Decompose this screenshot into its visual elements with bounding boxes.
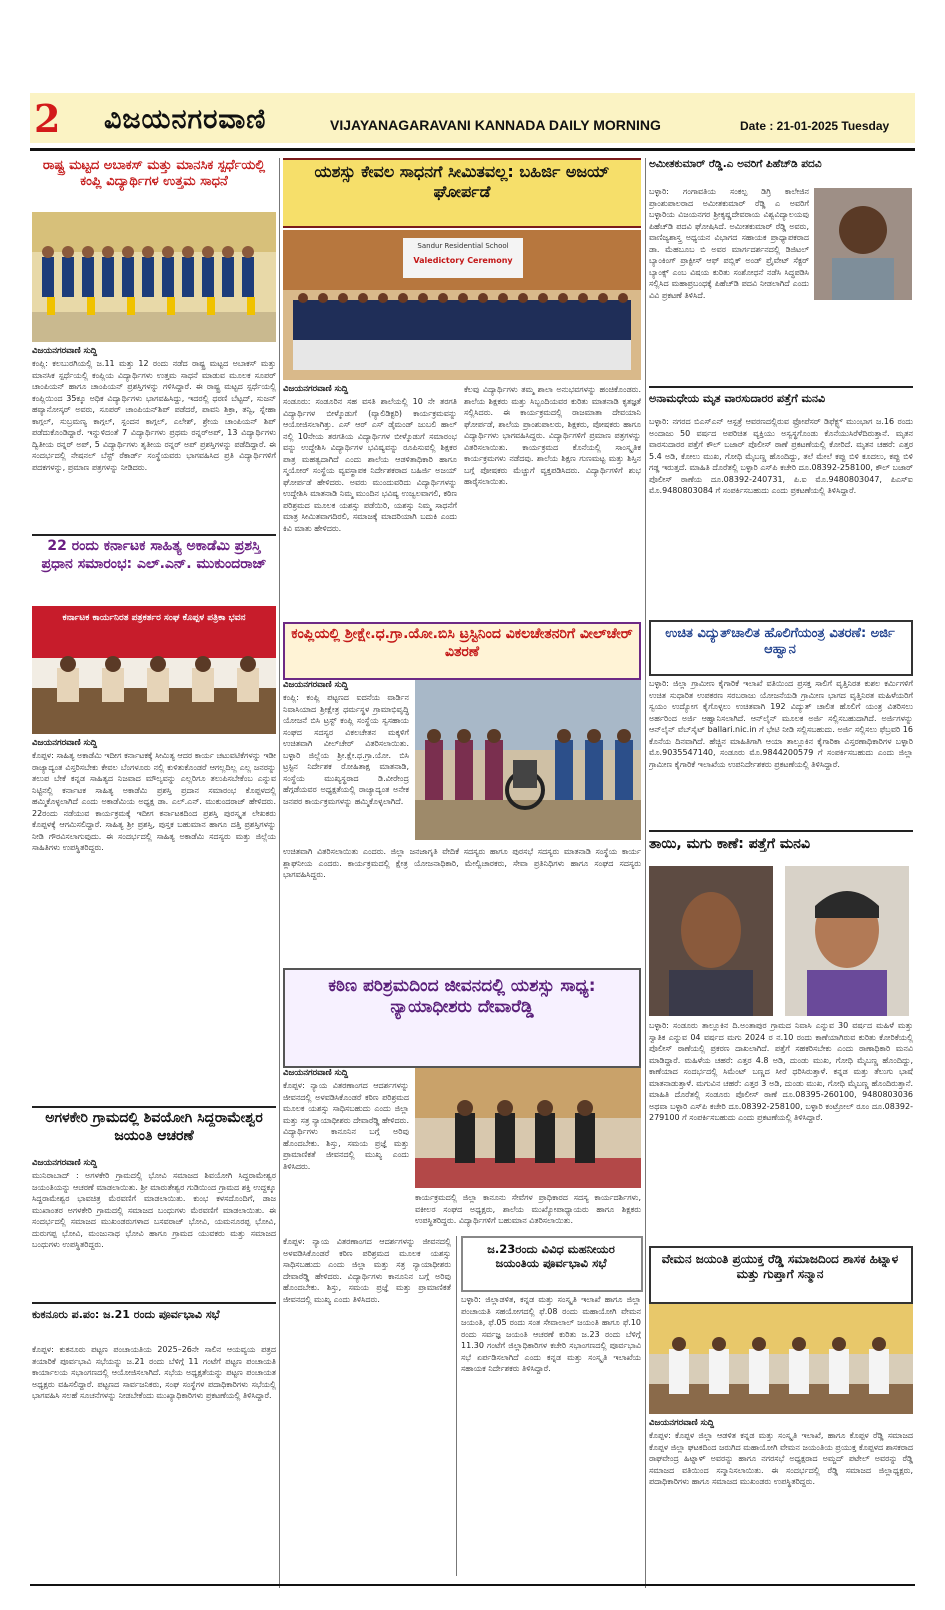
photo-vemana-felicitation [649, 1304, 913, 1414]
article-separator [32, 534, 276, 536]
photo-abacus-students [32, 212, 276, 342]
article-body-akademi: ಕೊಪ್ಪಳ: ಸಾಹಿತ್ಯ ಅಕಾಡೆಮಿ ಇದೀಗ ಕರ್ನಾಟಕಕ್ಕೆ ಸೀಮಿತ್ಯ ಆದರ ಕಾರ್ಯ ಚಟುವಟಿಕೆಗಳನ್ನು ಇಡೀ ರಾಜ್ಯಾದ್ಯಂತ ವಿಸ್ತರಿಸಬೇಕು ಕೇವಲ ಬೆಂಗಳೂರು ನಲ್ಲಿ ಕುಳಿತುಕೊಂಡರೆ ಆಗಲ್ಲದಿಲ್ಲ ಎಲ್ಲ ಜನರನ್ನು ತಲುಪ ಬೇಕೆ ಕನ್ನಡ ಸಾಹಿತ್ಯದ ನಿಜವಾದ ಮೌಲ್ಯವನ್ನು ಎಲ್ಲರಿಗೂ ತಲುಪಿಸಬೇಕೆಂಬ ಎನ್ನುವ ನಿಟ್ಟಿನಲ್ಲಿ ಕರ್ನಾಟಕ ಸಾಹಿತ್ಯ ಅಕಾಡೆಮಿ ಪ್ರಶಸ್ತಿ ಪ್ರದಾನ ಸಮಾರಂಭ ಕೊಪ್ಪಳದಲ್ಲಿ ಹಮ್ಮಿಕೊಳ್ಳಲಾಗಿದೆ ಎಂದು ಅಕಾಡೆಮಿಯ ಅಧ್ಯಕ್ಷ ಡಾ. ಎಲ್.ಎನ್. ಮುಕುಂದರಾಜ್ ಹೇಳಿದರು. 22ರಂದು ನಡೆಯುವ ಕಾರ್ಯಕ್ರಮಕ್ಕೆ ಇದೀಗ ಕರ್ನಾಟಕದಿಂದ ಪ್ರಶಸ್ತಿ ಪುರಸ್ಕೃತ ಲೇಖಕರು ಕೊಪ್ಪಳಕ್ಕೆ ಆಗಮಿಸಲಿದ್ದಾರೆ. ಸಾಹಿತ್ಯ ಶ್ರೀ ಪ್ರಶಸ್ತಿ, ಪುಸ್ತಕ ಬಹುಮಾನ ಹಾಗೂ ದತ್ತಿ ಪ್ರಶಸ್ತಿಗಳನ್ನು ನೀಡಿ ಗೌರವಿಸಲಾಗುವುದು. ಈ ಸಂದರ್ಭದಲ್ಲಿ ಸಾಹಿತ್ಯ ಅಕಾಡೆಮಿ ಸದಸ್ಯರು ಮತ್ತು ಜಿಲ್ಲೆಯ ಸಾಹಿತಿಗಳು ಉಪಸ್ಥಿತರಿದ್ದರು. [32, 751, 276, 852]
masthead-title-english: VIJAYANAGARAVANI KANNADA DAILY MORNING [330, 117, 661, 133]
photo-missing-woman [649, 866, 773, 1016]
article-separator [32, 1302, 276, 1304]
article-body-tricycle: ಬಳ್ಳಾರಿ: ಜಿಲ್ಲಾ ಗ್ರಾಮೀಣ ಕೈಗಾರಿಕೆ ಇಲಾಖೆ ವತಿಯಿಂದ ಪ್ರಸಕ್ತ ಸಾಲಿಗೆ ವೃತ್ತಿನಿರತ ಕುಶಲ ಕರ್ಮಿಗಳಿಗೆ ಉಚಿತ ಸುಧಾರಿತ ಉಪಕರಣ ಸರಬರಾಜು ಯೋಜನೆಯಡಿ ಗ್ರಾಮೀಣ ಭಾಗದ ವೃತ್ತಿನಿರತ ಮಹಿಳೆಯರಿಗೆ ಸ್ವಯಂ ಉದ್ಯೋಗ ಕೈಗೊಳ್ಳಲು ಉಚಿತವಾಗಿ 192 ವಿದ್ಯುತ್ ಚಾಲಿತ ಹೊಲಿಗೆ ಯಂತ್ರ ವಿತರಿಸಲು ಅರ್ಹರಿಂದ ಅರ್ಜಿ ಆಹ್ವಾನಿಸಲಾಗಿದೆ. ಆನ್‌ಲೈನ್ ಮೂಲಕ ಅರ್ಜಿ ಸಲ್ಲಿಸಬಹುದಾಗಿದೆ. ಅರ್ಜಿಗಳನ್ನು ಆನ್‌ಲೈನ್ ವೆಬ್‌ಸೈಟ್ ballari.nic.in ಗೆ ಭೇಟಿ ನೀಡಿ ಸಲ್ಲಿಸಬಹುದು. ಅರ್ಜಿ ಸಲ್ಲಿಸಲು ಫೆಬ್ರವರಿ 16 ಕೊನೆಯ ದಿನವಾಗಿದೆ. ಹೆಚ್ಚಿನ ಮಾಹಿತಿಗಾಗಿ ಆಯಾ ತಾಲ್ಲೂಕಿನ ಕೈಗಾರಿಕಾ ವಿಸ್ತರಣಾಧಿಕಾರಿಗಳ ಬಳ್ಳಾರಿ ಮೊ.9035547140, ಸಂಡೂರು ಮೊ.9844200579 ಗೆ ಸಂಪರ್ಕಿಸಬಹುದು ಎಂದು ಜಿಲ್ಲಾ ಗ್ರಾಮೀಣ ಕೈಗಾರಿಕೆ ಇಲಾಖೆಯ ಉಪನಿರ್ದೇಶಕರು ಪ್ರಕಟಣೆಯಲ್ಲಿ ತಿಳಿಸಿದ್ದಾರೆ. [649, 679, 913, 769]
article-body-mahaniyara: ಬಳ್ಳಾರಿ: ಜಿಲ್ಲಾಡಳಿತ, ಕನ್ನಡ ಮತ್ತು ಸಂಸ್ಕೃತಿ ಇಲಾಖೆ ಹಾಗೂ ಜಿಲ್ಲಾ ಪಂಚಾಯತಿ ಸಹಯೋಗದಲ್ಲಿ ಫೆ.08 ರಂದು ಮಹಾಯೋಗಿ ವೇಮನ ಜಯಂತಿ, ಫೆ.05 ರಂದು ಸಂತ ಸೇವಾಲಾಲ್ ಜಯಂತಿ ಹಾಗೂ ಫೆ.10 ರಂದು ಸರ್ವಜ್ಞ ಜಯಂತಿ ಆಚರಣೆ ಕುರಿತು ಜ.23 ರಂದು ಬೆಳಿಗ್ಗೆ 11.30 ಗಂಟೆಗೆ ಜಿಲ್ಲಾಧಿಕಾರಿಗಳ ಕಚೇರಿ ಸಭಾಂಗಣದಲ್ಲಿ ಪೂರ್ವಭಾವಿ ಸಭೆ ಏರ್ಪಡಿಸಲಾಗಿದೆ ಎಂದು ಕನ್ನಡ ಮತ್ತು ಸಂಸ್ಕೃತಿ ಇಲಾಖೆಯ ಸಹಾಯಕ ನಿರ್ದೇಶಕರು ತಿಳಿಸಿದ್ದಾರೆ. [461, 1295, 641, 1373]
article-body-anamadheya: ಬಳ್ಳಾರಿ: ನಗರದ ಬಿಎಸ್ಎನ್ ಆಸ್ಪತ್ರೆ ಆವರಣದಲ್ಲಿರುವ ಫ್ರೋಪೆಸರ್ ಡಿಫೆಕ್ಟ್ಸ್ ಮುಂಭಾಗ ಜ.16 ರಂದು ಅಂದಾಜು 50 ವರ್ಷದ ಅಪರಿಚಿತ ವ್ಯಕ್ತಿಯು ಅಸ್ವಸ್ಥಗೊಂಡು ಕೊನೆಯುಸಿರೆಳೆದಿರುತ್ತಾನೆ. ಮೃತನ ವಾರಸುದಾರರ ಪತ್ತೆಗೆ ಕೌಲ್ ಬಜಾರ್ ಪೊಲೀಸ್ ಠಾಣೆ ಪ್ರಕಟಣೆಯಲ್ಲಿ ಕೋರಿದೆ. ಮೃತನ ಚಹರೆ: ಎತ್ತರ 5.4 ಅಡಿ, ಕೋಲು ಮುಖ, ಗೋಧಿ ಮೈಬಣ್ಣ ಹೊಂದಿದ್ದು, ತಲೆ ಮೇಲೆ ಕಪ್ಪು ಬಿಳಿ ಕೂದಲು, ಕಪ್ಪು ಬಿಳಿ ಗಡ್ಡ ಇರುತ್ತದೆ. ಮಾಹಿತಿ ದೊರೆತಲ್ಲಿ ಬಳ್ಳಾರಿ ಎಸ್‌ಪಿ ಕಚೇರಿ ದೂ.08392-258100, ಕೌಲ್ ಬಜಾರ್ ಪೊಲೀಸ್ ಠಾಣೆಯ ದೂ.08392-240731, ಪಿ.ಐ ಮೊ.9480803047, ಪಿಎಸ್‌ಐ ಮೊ.9480803084 ಗೆ ಸಂಪರ್ಕಿಸಬಹುದು ಎಂದು ಪ್ರಕಟಣೆಯಲ್ಲಿ ತಿಳಿಸಿದ್ದಾರೆ. [649, 417, 913, 495]
headline-ghorpade: ಯಶಸ್ಸು ಕೇವಲ ಸಾಧನಗೆ ಸೀಮಿತವಲ್ಲ: ಬಹಿರ್ಜಿ ಅಜಯ್ ಘೋರ್ಪಡೆ [314, 162, 610, 201]
article-body-shivayogi: ಮುನಿರಾಬಾದ್ : ಅಗಳಕೇರಿ ಗ್ರಾಮದಲ್ಲಿ ಭೋವಿ ಸಮಾಜದ ಶಿವಯೋಗಿ ಸಿದ್ದರಾಮೇಶ್ವರ ಜಯಂತಿಯನ್ನು ಆಚರಣೆ ಮಾಡಲಾಯಿತು. ಶ್ರೀ ಮಾರುತೇಶ್ವರ ಗುಡಿಯಿಂದ ಗ್ರಾಮದ ಶಕ್ತಿ ಉದ್ದಕ್ಕೂ ಸಿದ್ದರಾಮೇಶ್ವರ ಭಾವಚಿತ್ರ ಮೆರವಣಿಗೆ ಮಾಡಲಾಯಿತು. ಕುಂಭ ಕಳಸದೊಂದಿಗೆ, ಡಾಜ ಮುಖಾಂತರ ಅಗಳಕೇರಿ ಗ್ರಾಮದಲ್ಲಿ ಸಮಾಜದ ಬಂಧುಗಳು ಮೆರವಣಿಗೆ ಮಾಡಲಾಯಿತು. ಈ ಸಂದರ್ಭದಲ್ಲಿ ಸಮಾಜದ ಮುಖಂಡರುಗಳಾದ ಬಸವರಾಜ್ ಭೋವಿ, ಯಮನೂರಪ್ಪ ಭೋವಿ, ದುರುಗಪ್ಪ ಭೋವಿ, ಮಂಜುನಾಥ ಭೋವಿ ಹಾಗೂ ಗ್ರಾಮದ ಯುವಕರು ಮತ್ತು ಸಮಾಜದ ಬಂಧುಗಳು ಉಪಸ್ಥಿತರಿದ್ದರು. [32, 1171, 276, 1249]
headline-judge: ಕಠಿಣ ಪರಿಶ್ರಮದಿಂದ ಜೀವನದಲ್ಲಿ ಯಶಸ್ಸು ಸಾಧ್ಯ: ನ್ಯಾಯಾಧೀಶರು ದೇವಾರೆಡ್ಡಿ [328, 976, 596, 1018]
article-body-ghorpade-left: ಸಂಡೂರು: ಸಂಡೂರಿನ ಸಹ ವಸತಿ ಶಾಲೆಯಲ್ಲಿ 10 ನೇ ತರಗತಿ ವಿದ್ಯಾರ್ಥಿಗಳ ಬೀಳ್ಕೊಡುಗೆ (ವ್ಯಾಲಿಡಿಕ್ಟರಿ) ಕಾರ್ಯಕ್ರಮವನ್ನು ಆಯೋಜಿಸಲಾಗಿತ್ತು. ಎಸ್ ಆರ್ ಎಸ್ ಡೈಮಂಡ್ ಜುಬಲಿ ಹಾಲ್ ನಲ್ಲಿ 10ನೇಯ ತರಗತಿಯ ವಿದ್ಯಾರ್ಥಿಗಳ ಬೀಳ್ಕೊಡುಗೆ ಸಮಾರಂಭ ವನ್ನು ಉದ್ದೇಶಿಸಿ ವಿದ್ಯಾರ್ಥಿಗಳ ಭವಿಷ್ಯವನ್ನು ರೂಪಿಸುವಲ್ಲಿ ಶಿಕ್ಷಕರ ಪಾತ್ರ ಮಹತ್ವದಾಗಿದೆ ಎಂದು ಶಾಲೆಯ ಆಡಳಿತಾಧಿಕಾರಿ ಹಾಗೂ ಸ್ಮಯೋರ್ ಸಂಸ್ಥೆಯ ವ್ಯವಸ್ಥಾಪಕ ನಿರ್ದೇಶಕರಾದ ಬಹಿರ್ಜಿ ಅಜಯ್ ಘೋರ್ಪಡೆ ಹೇಳಿದರು. ಅವರು ಮುಂದುವರಿದು ವಿದ್ಯಾರ್ಥಿಗಳನ್ನು ಉದ್ದೇಶಿಸಿ ಮಾತನಾಡಿ ನಿಮ್ಮ ಮುಂದಿನ ಭವಿಷ್ಯ ಉಜ್ವಲವಾಗಲಿ, ಕಠಿಣ ಪರಿಶ್ರಮದ ಮೂಲಕ ಯಶಸ್ಸು ಪಡೆಯಿರಿ, ಯಶಸ್ಸು ನಿಮ್ಮ ಸಾಧನೆಗೆ ಮಾತ್ರ ಸೀಮಿತವಾಗದಿರಲಿ, ಸಮಾಜಕ್ಕೆ ಮಾದರಿಯಾಗಿ ಬದುಕಿ ಎಂದು ಕಿವಿ ಮಾತು ಹೇಳಿದರು. [283, 397, 457, 533]
headline-vemana: ವೇಮನ ಜಯಂತಿ ಪ್ರಯುಕ್ತ ರೆಡ್ಡಿ ಸಮಾಜದಿಂದ ಶಾಸಕ ಹಿಟ್ನಾಳ ಮತ್ತು ಗುಪ್ತಾಗೆ ಸನ್ಮಾನ [661, 1252, 899, 1281]
article-body-amithkumar: ಬಳ್ಳಾರಿ: ಗಂಗಾವತಿಯ ಸಂಕಲ್ಪ ಡಿಗ್ರಿ ಕಾಲೇಜಿನ ಪ್ರಾಂಶುಪಾಲರಾದ ಅಮೀತಕುಮಾರ್ ರೆಡ್ಡಿ ಎ ಅವರಿಗೆ ಬಳ್ಳಾರಿಯ ವಿಜಯನಗರ ಶ್ರೀಕೃಷ್ಣದೇವರಾಯ ವಿಶ್ವವಿದ್ಯಾಲಯವು ಪಿಹೆಚ್‌ಡಿ ಪದವಿ ಘೋಷಿಸಿದೆ. ಅಮೀತಕುಮಾರ್ ರೆಡ್ಡಿ ಅವರು, ವಾಣಿಜ್ಯಶಾಸ್ತ್ರ ಅಧ್ಯಯನ ವಿಭಾಗದ ಸಹಾಯಕ ಪ್ರಾಧ್ಯಾಪಕರಾದ ಡಾ. ಮೆಹಬೂಬ ಬಿ ಅವರ ಮಾರ್ಗದರ್ಶನದಲ್ಲಿ ಡಿಜಿಟಲ್ ಬ್ಯಾಂಕಿಂಗ್ ಪ್ರಾಕ್ಟೀಸ್ ಆಫ್ ಪಬ್ಲಿಕ್ ಅಂಡ್ ಪ್ರೈವೇಟ್ ಸೆಕ್ಟರ್ ಬ್ಯಾಂಕ್ಸ್ ಎಂಬ ವಿಷಯ ಕುರಿತು ಸಂಶೋಧನೆ ನಡೆಸಿ ಸಿದ್ಧಪಡಿಸಿ ಸಲ್ಲಿಸಿದ ಮಹಾಪ್ರಬಂಧಕ್ಕೆ ಪಿಹೆಚ್‌ಡಿ ಪದವಿ ನೀಡಲಾಗಿದೆ ಎಂದು ವಿವಿ ಪ್ರಕಟಣೆ ತಿಳಿಸಿದೆ. [649, 187, 809, 300]
headline-abacus: ರಾಷ್ಟ್ರ ಮಟ್ಟದ ಅಬಾಕಸ್ ಮತ್ತು ಮಾನಸಿಕ ಸ್ಪರ್ಧೆಯಲ್ಲಿ ಕಂಪ್ಲಿ ವಿದ್ಯಾರ್ಥಿಗಳ ಉತ್ತಮ ಸಾಧನೆ [42, 158, 266, 190]
headline-anamadheya: ಅನಾಮಧೇಯ ಮೃತ ವಾರಸುದಾರರ ಪತ್ತೆಗೆ ಮನವಿ [649, 392, 826, 405]
headline-shivayogi: ಅಗಳಕೇರಿ ಗ್ರಾಮದಲ್ಲಿ ಶಿವಯೋಗಿ ಸಿದ್ದರಾಮೇಶ್ವರ ಜಯಂತಿ ಆಚರಣೆ [45, 1110, 263, 1144]
article-body-kukanur: ಕೊಪ್ಪಳ: ಕುಕನೂರು ಪಟ್ಟಣ ಪಂಚಾಯತಿಯ 2025–26ನೇ ಸಾಲಿನ ಆಯವ್ಯಯ ಪತ್ರದ ತಯಾರಿಕೆ ಪೂರ್ವಭಾವಿ ಸಭೆಯನ್ನು ಜ.21 ರಂದು ಬೆಳಿಗ್ಗೆ 11 ಗಂಟೆಗೆ ಪಟ್ಟಣ ಪಂಚಾಯತಿ ಕಾರ್ಯಾಲಯ ಸಭಾಂಗಣದಲ್ಲಿ ಆಯೋಜಿಸಲಾಗಿದೆ. ಸಭೆಯ ಅಧ್ಯಕ್ಷತೆಯನ್ನು ಪಟ್ಟಣ ಪಂಚಾಯತ ಅಧ್ಯಕ್ಷರು ವಹಿಸಲಿದ್ದಾರೆ. ಪಟ್ಟಣದ ಸಾರ್ವಜನಿಕರು, ಸಂಘ ಸಂಸ್ಥೆಗಳ ಪದಾಧಿಕಾರಿಗಳು ಸಭೆಯಲ್ಲಿ ಭಾಗವಹಿಸಿ ಸಲಹೆ ಸೂಚನೆಗಳನ್ನು ನೀಡಬೇಕೆಂದು ಮುಖ್ಯಾಧಿಕಾರಿಗಳು ಪ್ರಕಟಣೆಯಲ್ಲಿ ತಿಳಿಸಿದ್ದಾರೆ. [32, 1345, 276, 1400]
photo-wheelchair-distribution [415, 680, 641, 840]
column-divider [456, 1236, 457, 1576]
masthead-rule [30, 148, 915, 151]
photo-valedictory-ceremony [283, 230, 641, 380]
article-body-ghorpade-right: ಕೆಲವು ವಿದ್ಯಾರ್ಥಿಗಳು ತಮ್ಮ ಶಾಲಾ ಅನುಭವಗಳನ್ನು ಹಂಚಿಕೊಂಡರು. ಶಾಲೆಯ ಶಿಕ್ಷಕರು ಮತ್ತು ಸಿಬ್ಬಂದಿಯವರ ಕುರಿತು ಮಾತನಾಡಿ ಕೃತಜ್ಞತೆ ಸಲ್ಲಿಸಿದರು. ಈ ಕಾರ್ಯಕ್ರಮದಲ್ಲಿ ರಾಜಮಾತಾ ದೇವಯಾನಿ ಘೋರ್ಪಡೆ, ಶಾಲೆಯ ಪ್ರಾಂಶುಪಾಲರು, ಶಿಕ್ಷಕರು, ಪೋಷಕರು ಹಾಗೂ ವಿದ್ಯಾರ್ಥಿಗಳು ಭಾಗವಹಿಸಿದ್ದರು. ವಿದ್ಯಾರ್ಥಿಗಳಿಗೆ ಪ್ರಮಾಣ ಪತ್ರಗಳನ್ನು ವಿತರಿಸಲಾಯಿತು. ಕಾರ್ಯಕ್ರಮದ ಕೊನೆಯಲ್ಲಿ ಸಾಂಸ್ಕೃತಿಕ ಕಾರ್ಯಕ್ರಮಗಳು ನಡೆದವು. ಶಾಲೆಯ ಶಿಕ್ಷಣ ಗುಣಮಟ್ಟ ಮತ್ತು ಶಿಸ್ತಿನ ಬಗ್ಗೆ ಪೋಷಕರು ಮೆಚ್ಚುಗೆ ವ್ಯಕ್ತಪಡಿಸಿದರು. ವಿದ್ಯಾರ್ಥಿಗಳಿಗೆ ಶುಭ ಹಾರೈಸಲಾಯಿತು. [464, 385, 641, 486]
photo-banner-school: Sandur Residential School [417, 242, 509, 250]
column-divider [645, 158, 646, 1588]
photo-sign-text: ಕರ್ನಾಟಕ ಕಾರ್ಯನಿರತ ಪತ್ರಕರ್ತರ ಸಂಘ ಕೊಪ್ಪಳ ಪತ್ರಿಕಾ ಭವನ [62, 613, 246, 623]
article-body-judge-right: ಕಾರ್ಯಕ್ರಮದಲ್ಲಿ ಜಿಲ್ಲಾ ಕಾನೂನು ಸೇವೆಗಳ ಪ್ರಾಧಿಕಾರದ ಸದಸ್ಯ ಕಾರ್ಯದರ್ಶಿಗಳು, ವಕೀಲರ ಸಂಘದ ಅಧ್ಯಕ್ಷರು, ಶಾಲೆಯ ಮುಖ್ಯೋಪಾಧ್ಯಾಯರು ಹಾಗೂ ಶಿಕ್ಷಕರು ಉಪಸ್ಥಿತರಿದ್ದರು. ವಿದ್ಯಾರ್ಥಿಗಳಿಗೆ ಬಹುಮಾನ ವಿತರಿಸಲಾಯಿತು. [415, 1193, 641, 1225]
article-separator [649, 830, 913, 832]
photo-banner-ceremony: Valedictory Ceremony [413, 256, 513, 265]
headline-kukanur: ಕುಕನೂರು ಪ.ಪಂ: ಜ.21 ರಂದು ಪೂರ್ವಭಾವಿ ಸಭೆ [32, 1308, 220, 1321]
headline-amithkumar: ಅಮೀತಕುಮಾರ್ ರೆಡ್ಡಿ.ಎ ಅವರಿಗೆ ಪಿಹೆಚ್‌ಡಿ ಪದವಿ [649, 158, 822, 170]
column-divider [279, 158, 280, 1588]
article-body-judge-continued: ಕೊಪ್ಪಳ: ನ್ಯಾಯ ವಿತರಣಾಂಗದ ಆದರ್ಶಗಳನ್ನು ಜೀವನದಲ್ಲಿ ಅಳವಡಿಸಿಕೊಂಡರೆ ಕಠಿಣ ಪರಿಶ್ರಮದ ಮೂಲಕ ಯಶಸ್ಸು ಸಾಧಿಸಬಹುದು ಎಂದು ಜಿಲ್ಲಾ ಮತ್ತು ಸತ್ರ ನ್ಯಾಯಾಧೀಶರು ದೇವಾರೆಡ್ಡಿ ಹೇಳಿದರು. ವಿದ್ಯಾರ್ಥಿಗಳು ಕಾನೂನಿನ ಬಗ್ಗೆ ಅರಿವು ಹೊಂದಬೇಕು. ಶಿಸ್ತು, ಸಮಯ ಪ್ರಜ್ಞೆ ಮತ್ತು ಪ್ರಾಮಾಣಿಕತೆ ಜೀವನದಲ್ಲಿ ಮುಖ್ಯ ಎಂದು ತಿಳಿಸಿದರು. [283, 1237, 451, 1304]
byline: ವಿಜಯನಗರವಾಣಿ ಸುದ್ದಿ [32, 738, 98, 748]
headline-akademi: 22 ರಂದು ಕರ್ನಾಟಕ ಸಾಹಿತ್ಯ ಅಕಾಡೆಮಿ ಪ್ರಶಸ್ತಿ ಪ್ರಧಾನ ಸಮಾರಂಭ: ಎಲ್.ಎನ್. ಮುಕುಂದರಾಜ್ [41, 538, 267, 572]
headline-tricycle: ಉಚಿತ ವಿದ್ಯುತ್‌ಚಾಲಿತ ಹೊಲಿಗೆಯಂತ್ರ ವಿತರಣೆ: ಅರ್ಜಿ ಆಹ್ವಾನ [665, 626, 895, 658]
byline: ವಿಜಯನಗರವಾಣಿ ಸುದ್ದಿ [283, 1068, 349, 1078]
masthead-date: Date : 21-01-2025 Tuesday [740, 119, 890, 133]
photo-amithkumar-portrait [814, 188, 912, 300]
byline: ವಿಜಯನಗರವಾಣಿ ಸುದ್ದಿ [649, 1418, 715, 1428]
article-body-wheelchair-right: ಉಚಿತವಾಗಿ ವಿತರಿಸಲಾಯಿತು ಎಂದರು. ಜಿಲ್ಲಾ ಜನಜಾಗೃತಿ ವೇದಿಕೆ ಸದಸ್ಯರು ಹಾಗೂ ಪುರಸಭೆ ಸದಸ್ಯರು ಮಾತನಾಡಿ ಸಂಸ್ಥೆಯ ಕಾರ್ಯ ಶ್ಲಾಘನೀಯ ಎಂದರು. ಕಾರ್ಯಕ್ರಮದಲ್ಲಿ ಕ್ಷೇತ್ರ ಯೋಜನಾಧಿಕಾರಿ, ಮೇಲ್ವಿಚಾರಕರು, ಸೇವಾ ಪ್ರತಿನಿಧಿಗಳು ಹಾಗೂ ಸಂಘದ ಸದಸ್ಯರು ಭಾಗವಹಿಸಿದ್ದರು. [283, 847, 641, 879]
masthead-title-kannada: ವಿಜಯನಗರವಾಣಿ [104, 104, 267, 135]
page-bottom-rule [30, 1584, 915, 1586]
byline: ವಿಜಯನಗರವಾಣಿ ಸುದ್ದಿ [283, 680, 349, 690]
article-body-wheelchair-left: ಕಂಪ್ಲಿ: ಕಂಪ್ಲಿ ಪಟ್ಟಣದ ಐದನೆಯ ವಾರ್ಡಿನ ನಿವಾಸಿಯಾದ ಶ್ರೀಕ್ಷೇತ್ರ ಧರ್ಮಸ್ಥಳ ಗ್ರಾಮಾಭಿವೃದ್ಧಿ ಯೋಜನೆ ಬಿಸಿ ಟ್ರಸ್ಟ್ ಕಂಪ್ಲಿ ಸಂಸ್ಥೆಯ ಸ್ವಸಹಾಯ ಸಂಘದ ಸದಸ್ಯರ ವಿಕಲಚೇತನ ಮಕ್ಕಳಿಗೆ ಉಚಿತವಾಗಿ ವೀಲ್‌ಚೇರ್ ವಿತರಿಸಲಾಯಿತು. ಬಳ್ಳಾರಿ ಜಿಲ್ಲೆಯ ಶ್ರೀ.ಕ್ಷೇ.ಧ.ಗ್ರಾ.ಯೋ. ಬಿಸಿ ಟ್ರಸ್ಟಿನ ನಿರ್ದೇಶಕ ರೋಹಿತಾಕ್ಷ ಮಾತನಾಡಿ, ಸಂಸ್ಥೆಯ ಮುಖ್ಯಸ್ಥರಾದ ಡಿ.ವೀರೇಂದ್ರ ಹೆಗ್ಗಡೆಯವರ ಅಧ್ಯಕ್ಷತೆಯಲ್ಲಿ ರಾಜ್ಯಾದ್ಯಂತ ಅನೇಕ ಜನಪರ ಕಾರ್ಯಕ್ರಮಗಳನ್ನು ಹಮ್ಮಿಕೊಳ್ಳಲಾಗಿದೆ. [283, 693, 409, 806]
byline: ವಿಜಯನಗರವಾಣಿ ಸುದ್ದಿ [32, 1158, 98, 1168]
headline-wheelchair: ಕಂಪ್ಲಿಯಲ್ಲಿ ಶ್ರೀಕ್ಷೇ.ಧ.ಗ್ರಾ.ಯೋ.ಬಿಸಿ ಟ್ರಸ್ಟಿನಿಂದ ವಿಕಲಚೇತನರಿಗೆ ವೀಲ್‌ಚೇರ್ ವಿತರಣೆ [291, 626, 633, 660]
article-body-abacus: ಕಂಪ್ಲಿ: ಕಲಬುರಗಿಯಲ್ಲಿ ಜ.11 ಮತ್ತು 12 ರಂದು ನಡೆದ ರಾಷ್ಟ್ರ ಮಟ್ಟದ ಅಬಾಕಸ್ ಮತ್ತು ಮಾನಸಿಕ ಸ್ಪರ್ಧೆಯಲ್ಲಿ ಕಂಪ್ಲಿಯ ವಿದ್ಯಾರ್ಥಿಗಳು ಉತ್ತಮ ಸಾಧನೆ ಮಾಡುವ ಮೂಲಕ ಸೂಪರ್ ಚಾಂಪಿಯನ್ ಹಾಗೂ ಚಾಂಪಿಯನ್ ಪ್ರಶಸ್ತಿಗಳನ್ನು ಗಳಿಸಿದ್ದಾರೆ. ಈ ರಾಷ್ಟ್ರ ಮಟ್ಟದ ಸ್ಪರ್ಧೆಯಲ್ಲಿ ಕಂಪ್ಲಿಯಿಂದ 35ಕ್ಕೂ ಅಧಿಕ ವಿದ್ಯಾರ್ಥಿಗಳು ಭಾಗವಹಿಸಿದ್ದು, ಇದರಲ್ಲಿ ಧರಣಿ ಬೆಟ್ಟದ್, ಸುಜನ್ ಹವ್ಯಾನೋಸ್ಕರ್ ಅವರು, ಸೂಪರ್ ಚಾಂಪಿಯನ್‌ಶಿಪ್ ಪಡೆದರೆ, ಪಾವನಿ ಶಿಕ್ರಾ, ತನ್ವಿ, ಸ್ನೇಹಾ ಕಾಗ್ಗಲ್, ಸುಬ್ರಮಣ್ಯ ಕಾಗ್ಗಲ್, ಸ್ಪಂದನ ಕಾಗ್ಗಲ್, ಎಲೇಶ್, ಶ್ರೇಯ ಚಾಂಪಿಯನ್ ಶಿಪ್ ಪಡೆದುಕೊಂಡಿದ್ದಾರೆ. ಇನ್ನುಳಿದಂತೆ 7 ವಿದ್ಯಾರ್ಥಿಗಳು ಪ್ರಥಮ ರನ್ನರ್‌ಅಪ್, 13 ವಿದ್ಯಾರ್ಥಿಗಳು ದ್ವಿತೀಯ ರನ್ನರ್ ಅಪ್, 5 ವಿದ್ಯಾರ್ಥಿಗಳು ತೃತೀಯ ರನ್ನರ್ ಅಪ್ ಪ್ರಶಸ್ತಿಗಳನ್ನು ಪಡೆದಿದ್ದಾರೆ. ಈ ಸಂದರ್ಭದಲ್ಲಿ ನೇಷನಲ್ ಬೆಸ್ಟ್ ರೆಕಾರ್ಡ್ ಸಂಸ್ಥೆಯವರು ಭಾಗವಹಿಸಿದ ಪ್ರತಿ ವಿದ್ಯಾರ್ಥಿಗಳಿಗೆ ಪದಕಗಳನ್ನು, ಪ್ರಮಾಣ ಪತ್ರಗಳನ್ನು ನೀಡಿದರು. [32, 359, 276, 472]
article-body-judge-left: ಕೊಪ್ಪಳ: ನ್ಯಾಯ ವಿತರಣಾಂಗದ ಆದರ್ಶಗಳನ್ನು ಜೀವನದಲ್ಲಿ ಅಳವಡಿಸಿಕೊಂಡರೆ ಕಠಿಣ ಪರಿಶ್ರಮದ ಮೂಲಕ ಯಶಸ್ಸು ಸಾಧಿಸಬಹುದು ಎಂದು ಜಿಲ್ಲಾ ಮತ್ತು ಸತ್ರ ನ್ಯಾಯಾಧೀಶರು ದೇವಾರೆಡ್ಡಿ ಹೇಳಿದರು. ವಿದ್ಯಾರ್ಥಿಗಳು ಕಾನೂನಿನ ಬಗ್ಗೆ ಅರಿವು ಹೊಂದಬೇಕು. ಶಿಸ್ತು, ಸಮಯ ಪ್ರಜ್ಞೆ ಮತ್ತು ಪ್ರಾಮಾಣಿಕತೆ ಜೀವನದಲ್ಲಿ ಮುಖ್ಯ ಎಂದು ತಿಳಿಸಿದರು. [283, 1081, 409, 1171]
article-body-vemana: ಕೊಪ್ಪಳ: ಕೊಪ್ಪಳ ಜಿಲ್ಲಾ ಆಡಳಿತ ಕನ್ನಡ ಮತ್ತು ಸಂಸ್ಕೃತಿ ಇಲಾಖೆ, ಹಾಗೂ ಕೊಪ್ಪಳ ರೆಡ್ಡಿ ಸಮಾಜದ ಕೊಪ್ಪಳ ಜಿಲ್ಲಾ ಘಟಕದಿಂದ ಜರುಗಿದ ಮಹಾಯೋಗಿ ವೇಮನ ಜಯಂತಿಯ ಪ್ರಯುಕ್ತ ಕೊಪ್ಪಳದ ಶಾಸಕರಾದ ರಾಘವೇಂದ್ರ ಹಿಟ್ನಾಳ್ ಅವರನ್ನು ಹಾಗೂ ನಗರಸಭೆ ಅಧ್ಯಕ್ಷರಾದ ಅಮ್ಜದ್ ಪಟೇಲ್ ಅವರನ್ನು ರೆಡ್ಡಿ ಸಮಾಜದ ವತಿಯಿಂದ ಸನ್ಮಾನಿಸಲಾಯಿತು. ಈ ಸಂದರ್ಭದಲ್ಲಿ ರೆಡ್ಡಿ ಸಮಾಜದ ಜಿಲ್ಲಾಧ್ಯಕ್ಷರು, ಪದಾಧಿಕಾರಿಗಳು ಹಾಗೂ ಸಮಾಜದ ಮುಖಂಡರು ಉಪಸ್ಥಿತರಿದ್ದರು. [649, 1431, 913, 1486]
article-separator [649, 386, 913, 388]
photo-judge-event [415, 1068, 641, 1188]
byline: ವಿಜಯನಗರವಾಣಿ ಸುದ್ದಿ [283, 384, 349, 394]
photo-akademi-press-meet [32, 606, 276, 734]
headline-mahaniyara: ಜ.23ರಂದು ವಿವಿಧ ಮಹನೀಯರ ಜಯಂತಿಯ ಪೂರ್ವಭಾವಿ ಸಭೆ [487, 1242, 615, 1271]
article-separator [32, 1106, 276, 1108]
article-body-missing: ಬಳ್ಳಾರಿ: ಸಂಡೂರು ತಾಲ್ಲೂಕಿನ ದಿ.ಅಂತಾಪುರ ಗ್ರಾಮದ ನಿವಾಸಿ ಎನ್ನುವ 30 ವರ್ಷದ ಮಹಿಳೆ ಮತ್ತು ಸ್ವಾತಿಕ ಎನ್ನುವ 04 ವರ್ಷದ ಮಗು 2024 ರ ನ.10 ರಂದು ಕಾಣೆಯಾಗಿರುವ ಕುರಿತು ಕೋರಿಕೆಯಲ್ಲಿ ಪೊಲೀಸ್ ಠಾಣೆಯಲ್ಲಿ ಪ್ರಕರಣ ದಾಖಲಾಗಿದೆ. ಪತ್ತೆಗೆ ಸಹಕರಿಸಬೇಕು ಎಂದು ಠಾಣಾಧಿಕಾರಿ ಮನವಿ ಮಾಡಿದ್ದಾರೆ. ಮಹಿಳೆಯ ಚಹರೆ: ಎತ್ತರ 4.8 ಅಡಿ, ದುಂಡು ಮುಖ, ಗೋಧಿ ಮೈಬಣ್ಣ ಹೊಂದಿದ್ದು, ಕಾಣೆಯಾದ ಸಂದರ್ಭದಲ್ಲಿ ಸಿಮೆಂಟ್ ಬಣ್ಣದ ಸೀರೆ ಧರಿಸಿರುತ್ತಾಳೆ. ಕನ್ನಡ ಮತ್ತು ತೆಲುಗು ಭಾಷೆ ಮಾತನಾಡುತ್ತಾಳೆ. ಮಗುವಿನ ಚಹರೆ: ಎತ್ತರ 3 ಅಡಿ, ದುಂಡು ಮುಖ, ಗೋಧಿ ಮೈಬಣ್ಣ ಹೊಂದಿರುತ್ತಾನೆ. ಮಾಹಿತಿ ದೊರೆತಲ್ಲಿ ಸಂಡೂರು ಪೊಲೀಸ್ ಠಾಣೆ ದೂ.08395-260100, 9480803036 ಅಥವಾ ಬಳ್ಳಾರಿ ಎಸ್‌ಪಿ ಕಚೇರಿ ದೂ.08392-258100, ಬಳ್ಳಾರಿ ಕಂಟ್ರೋಲ್ ರೂಂ ದೂ.08392-279100 ಗೆ ಸಂಪರ್ಕಿಸಬಹುದು ಎಂದು ಪ್ರಕಟಣೆಯಲ್ಲಿ ತಿಳಿಸಿದ್ದಾರೆ. [649, 1021, 913, 1122]
photo-missing-child [785, 866, 909, 1016]
byline: ವಿಜಯನಗರವಾಣಿ ಸುದ್ದಿ [32, 346, 98, 356]
page-number: 2 [34, 96, 61, 141]
headline-missing: ತಾಯಿ, ಮಗು ಕಾಣೆ: ಪತ್ತೆಗೆ ಮನವಿ [649, 836, 810, 852]
